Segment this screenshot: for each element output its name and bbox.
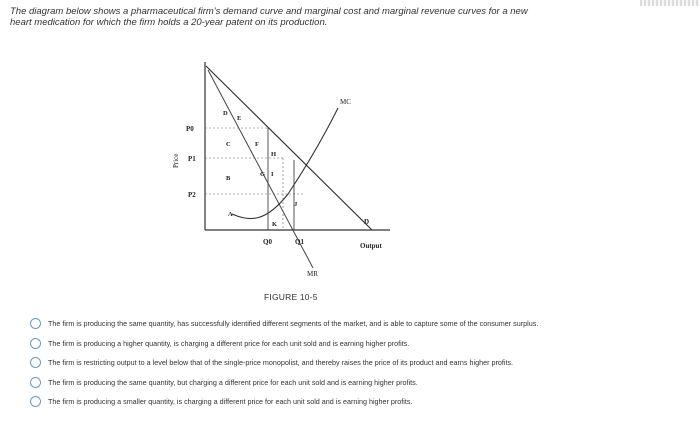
radio-button[interactable] bbox=[30, 318, 41, 329]
answer-options bbox=[30, 314, 690, 412]
answer-option-label: The firm is producing the same quantity, has successfully identified different segments of the market, and is able to capture some of the consumer surplus. bbox=[48, 319, 539, 329]
radio-button[interactable] bbox=[30, 338, 41, 349]
segment-label-i: I bbox=[271, 171, 274, 178]
price-label-p0: P0 bbox=[186, 125, 194, 133]
segment-label-f: F bbox=[255, 141, 259, 148]
segment-label-j: J bbox=[294, 201, 298, 208]
answer-option-5[interactable] bbox=[30, 392, 690, 412]
answer-option-label: The firm is restricting output to a level below that of the single-price monopolist, and thereby raises the price of its product and earns higher profits. bbox=[48, 358, 514, 368]
question-prompt-line2: heart medication for which the firm holds a 20-year patent on its production. bbox=[10, 17, 328, 28]
radio-button[interactable] bbox=[30, 357, 41, 368]
answer-option-label: The firm is producing a smaller quantity, is charging a different price for each unit sold and is earning higher profits. bbox=[48, 397, 413, 407]
answer-option-2[interactable] bbox=[30, 334, 690, 354]
radio-button[interactable] bbox=[30, 396, 41, 407]
answer-option-3[interactable] bbox=[30, 353, 690, 373]
segment-label-c: C bbox=[226, 141, 231, 148]
mr-label: MR bbox=[307, 270, 318, 278]
x-axis-label: Output bbox=[360, 242, 382, 250]
figure-caption: FIGURE 10-5 bbox=[264, 292, 318, 302]
price-label-p2: P2 bbox=[188, 191, 196, 199]
mc-label: MC bbox=[340, 98, 351, 106]
segment-label-h: H bbox=[271, 151, 277, 158]
mc-curve bbox=[232, 108, 338, 219]
segment-label-d: D bbox=[223, 110, 228, 117]
demand-label: D bbox=[364, 218, 370, 226]
answer-option-label: The firm is producing the same quantity, but charging a different price for each unit sold and is earning higher profits. bbox=[48, 377, 418, 387]
price-label-p1: P1 bbox=[188, 155, 196, 163]
segment-label-b: B bbox=[226, 175, 231, 182]
question-prompt-line1: The diagram below shows a pharmaceutical firm's demand curve and marginal cost and marginal revenue curves for a new bbox=[10, 6, 528, 17]
segment-label-k: K bbox=[272, 221, 278, 228]
segment-label-a: A bbox=[228, 211, 233, 218]
y-axis-label: Price bbox=[172, 153, 180, 168]
segment-label-g: G bbox=[260, 171, 266, 178]
answer-option-1[interactable] bbox=[30, 314, 690, 334]
radio-button[interactable] bbox=[30, 377, 41, 388]
quantity-label-q1: Q1 bbox=[295, 238, 304, 246]
segment-label-e: E bbox=[237, 115, 242, 122]
answer-option-4[interactable] bbox=[30, 373, 690, 393]
quantity-label-q0: Q0 bbox=[263, 238, 272, 246]
demand-curve bbox=[206, 66, 372, 230]
answer-option-label: The firm is producing a higher quantity, is charging a different price for each unit sold and is earning higher profits. bbox=[48, 338, 410, 348]
